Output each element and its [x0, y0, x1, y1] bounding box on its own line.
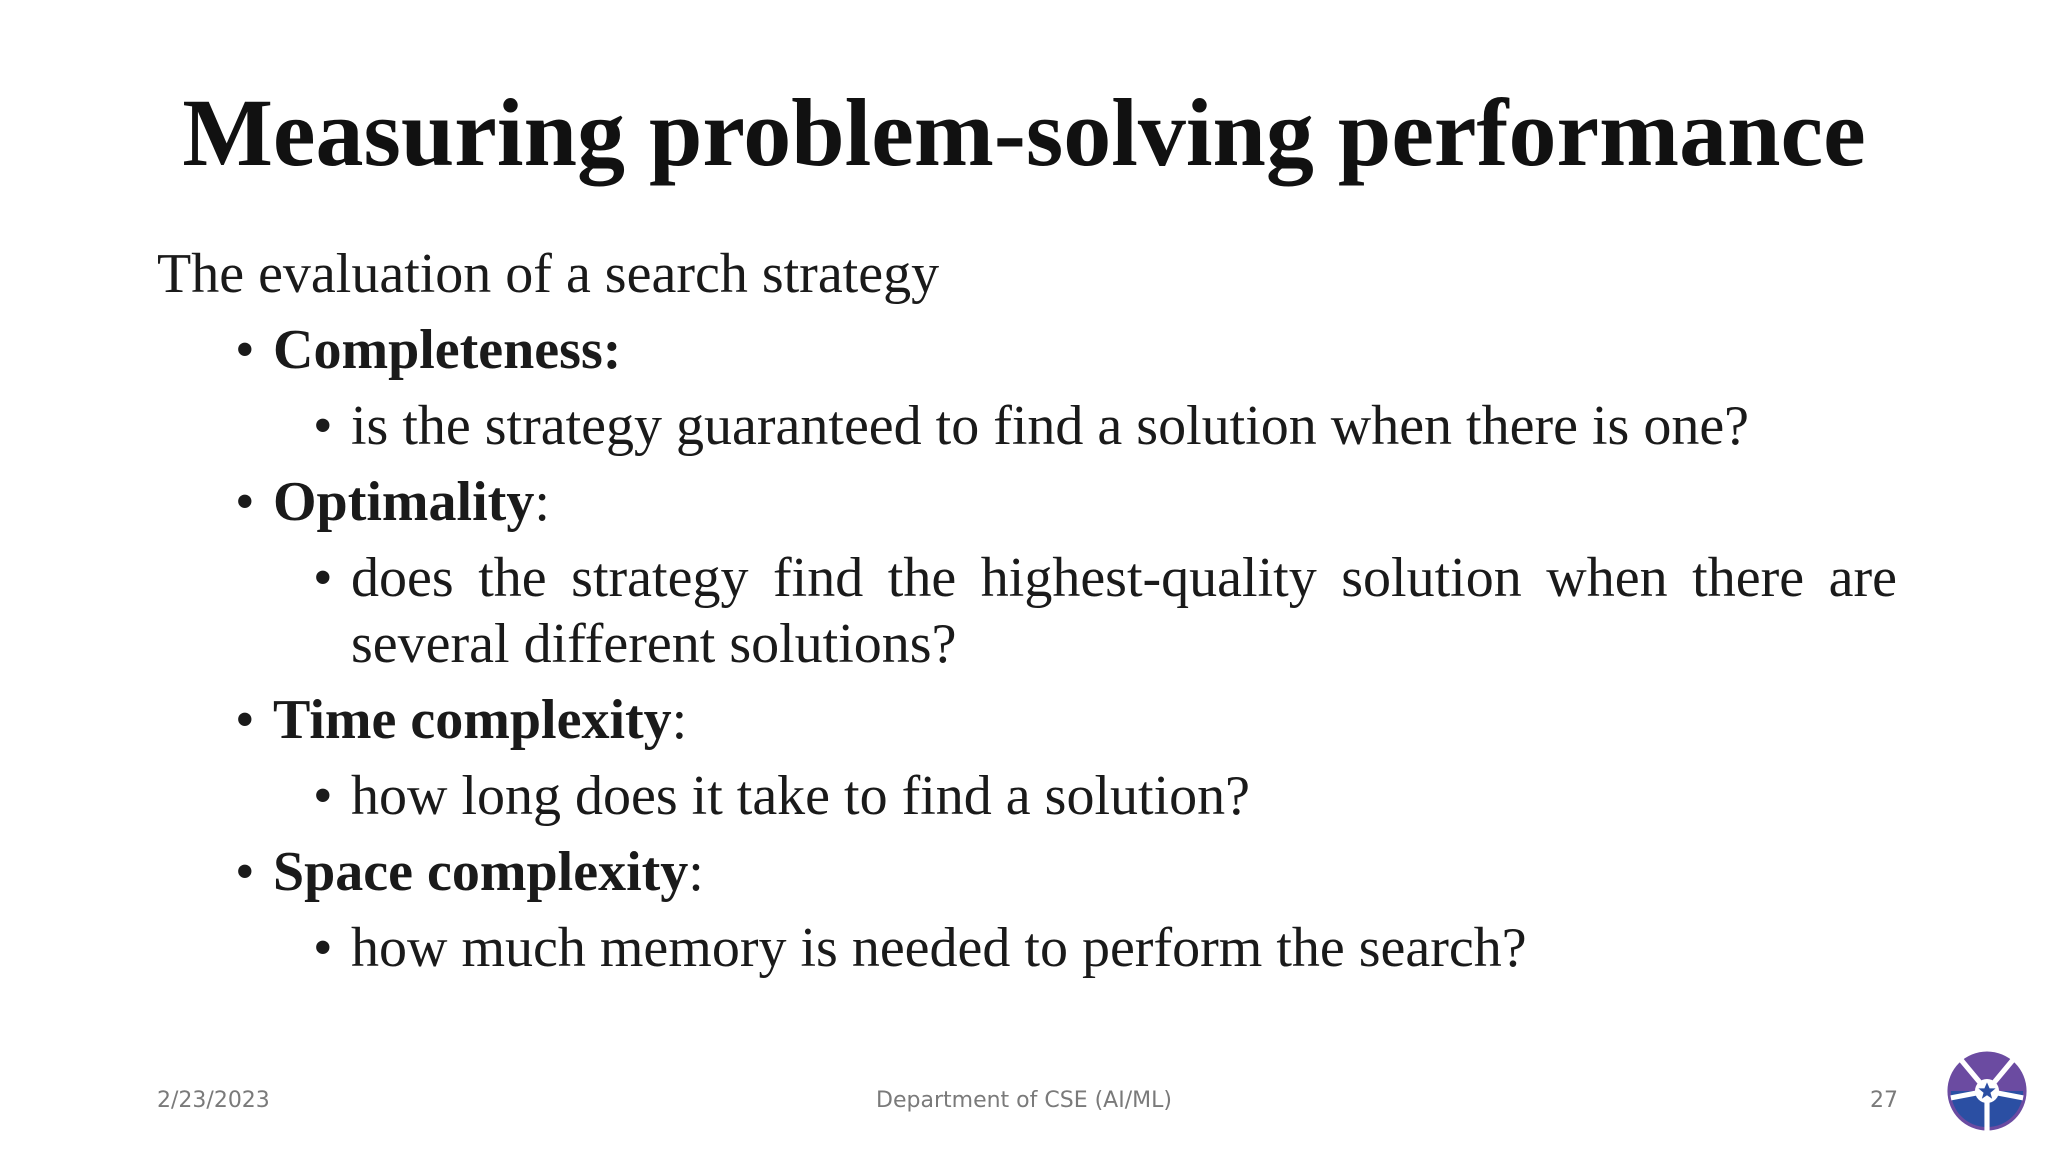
- term-suffix: :: [671, 689, 688, 751]
- bullet-icon: •: [313, 395, 333, 457]
- term-label: Completeness:: [273, 319, 622, 381]
- bullet-icon: •: [313, 917, 333, 979]
- bullet-icon: •: [235, 689, 255, 751]
- bullet-icon: •: [235, 471, 255, 533]
- bullet-icon: •: [313, 547, 333, 609]
- footer-date: 2/23/2023: [157, 1088, 270, 1113]
- sub-bullet-text: does the strategy find the highest-quality solution when there are several different solutions?: [351, 547, 1897, 675]
- institution-logo-icon: [1944, 1048, 2030, 1134]
- intro-text: The evaluation of a search strategy: [157, 243, 940, 305]
- sub-bullet-space-complexity: [157, 910, 1897, 986]
- bullet-icon: •: [313, 765, 333, 827]
- term-label: Space complexity: [273, 841, 689, 903]
- bullet-item-space-complexity: [157, 834, 1897, 910]
- sub-bullet-text: is the strategy guaranteed to find a solution when there is one?: [351, 395, 1750, 457]
- footer-page-number: 27: [1870, 1088, 1898, 1113]
- sub-bullet-time-complexity: [157, 758, 1897, 834]
- sub-bullet-optimality: [157, 540, 1897, 682]
- bullet-icon: •: [235, 319, 255, 381]
- sub-bullet-text: how long does it take to find a solution?: [351, 765, 1250, 827]
- sub-bullet-completeness: [157, 388, 1897, 464]
- term-label: Time complexity: [273, 689, 672, 751]
- bullet-item-time-complexity: [157, 682, 1897, 758]
- slide-title: Measuring problem-solving performance: [182, 79, 1866, 186]
- bullet-item-optimality: [157, 464, 1897, 540]
- term-suffix: :: [534, 471, 550, 533]
- sub-bullet-text: how much memory is needed to perform the search?: [351, 917, 1527, 979]
- slide-body: [157, 236, 1897, 986]
- footer-department: Department of CSE (AI/ML): [876, 1088, 1172, 1113]
- bullet-item-completeness: [157, 312, 1897, 388]
- term-label: Optimality: [273, 471, 535, 533]
- bullet-icon: •: [235, 841, 255, 903]
- term-suffix: :: [688, 841, 704, 903]
